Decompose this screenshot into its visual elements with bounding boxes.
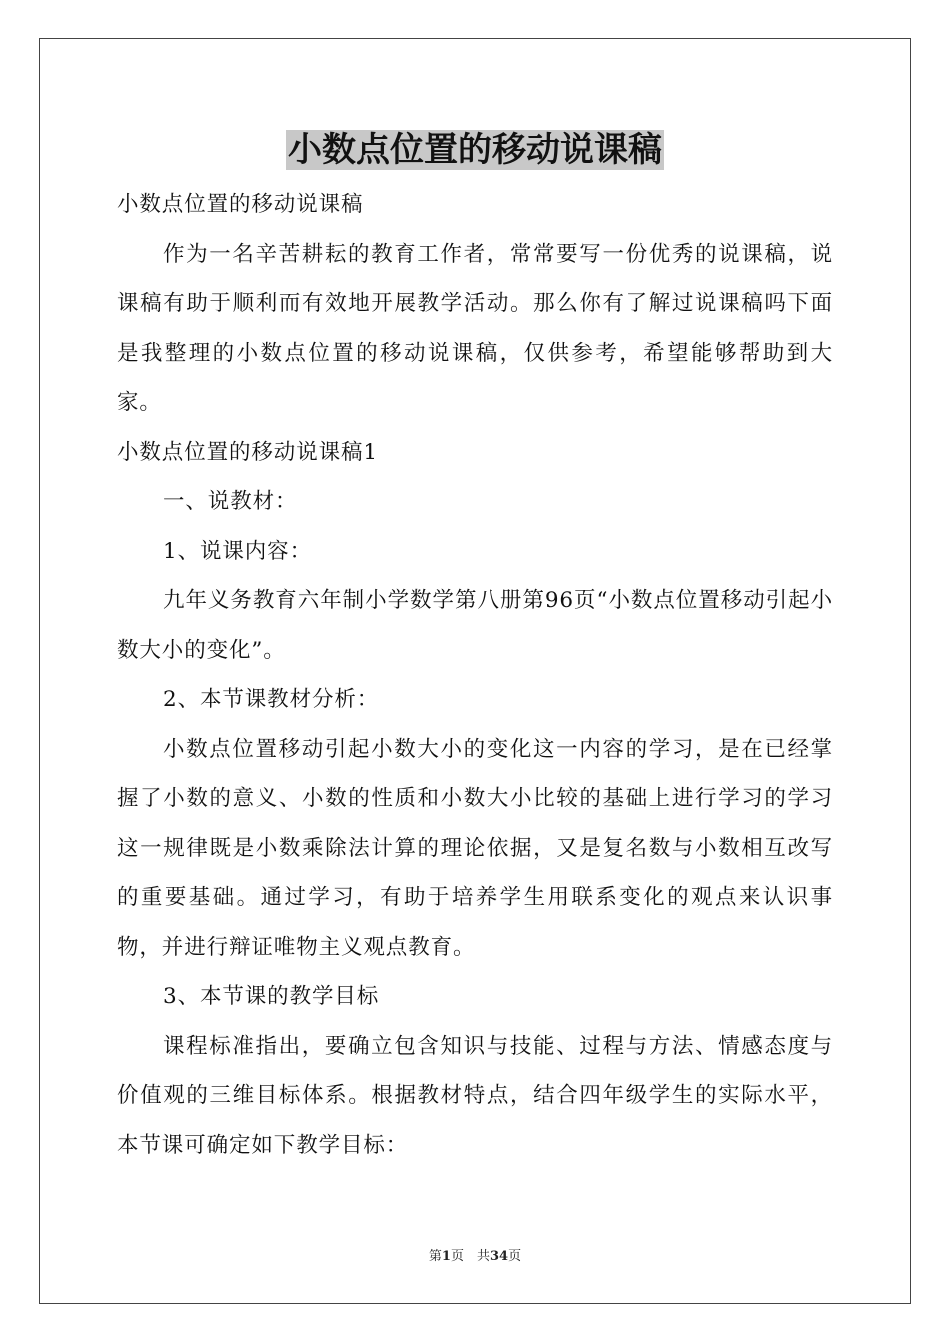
paragraph: 课程标准指出，要确立包含知识与技能、过程与方法、情感态度与价值观的三维目标体系。根据教材特点，结合四年级学生的实际水平，本节课可确定如下教学目标： <box>117 1033 833 1158</box>
document-title <box>0 128 950 172</box>
paragraph: 一、说教材： <box>163 489 298 514</box>
footer-total-pages: 34 <box>489 1249 509 1264</box>
paragraph: 小数点位置移动引起小数大小的变化这一内容的学习，是在已经掌握了小数的意义、小数的性质和小数大小比较的基础上进行学习的学习这一规律既是小数乘除法计算的理论依据，又是复名数与小数相互改写的重要基础。通过学习，有助于培养学生用联系变化的观点来认识事物，并进行辩证唯物主义观点教育。 <box>117 736 833 960</box>
paragraph: 1、说课内容： <box>163 538 312 564</box>
footer-page-suffix: 页 <box>508 1249 522 1264</box>
footer-page-prefix: 第 <box>428 1249 442 1264</box>
paragraph: 3、本节课的教学目标 <box>163 984 380 1009</box>
footer-current-page: 1 <box>441 1249 451 1264</box>
page-footer <box>0 1248 950 1266</box>
paragraph: 2、本节课教材分析： <box>163 687 380 712</box>
footer-page-middle: 页 共 <box>450 1249 490 1264</box>
document-title-text: 小数点位置的移动说课稿 <box>288 130 662 170</box>
paragraph: 作为一名辛苦耕耘的教育工作者，常常要写一份优秀的说课稿，说课稿有助于顺利而有效地开展教学活动。那么你有了解过说课稿吗下面是我整理的小数点位置的移动说课稿，仅供参考，希望能够帮助到大家。 <box>117 241 833 415</box>
paragraph: 小数点位置的移动说课稿 <box>117 192 364 217</box>
paragraph: 九年义务教育六年制小学数学第八册第96页“小数点位置移动引起小数大小的变化”。 <box>117 588 833 663</box>
document-body <box>117 180 833 1170</box>
paragraph: 小数点位置的移动说课稿1 <box>117 439 378 465</box>
